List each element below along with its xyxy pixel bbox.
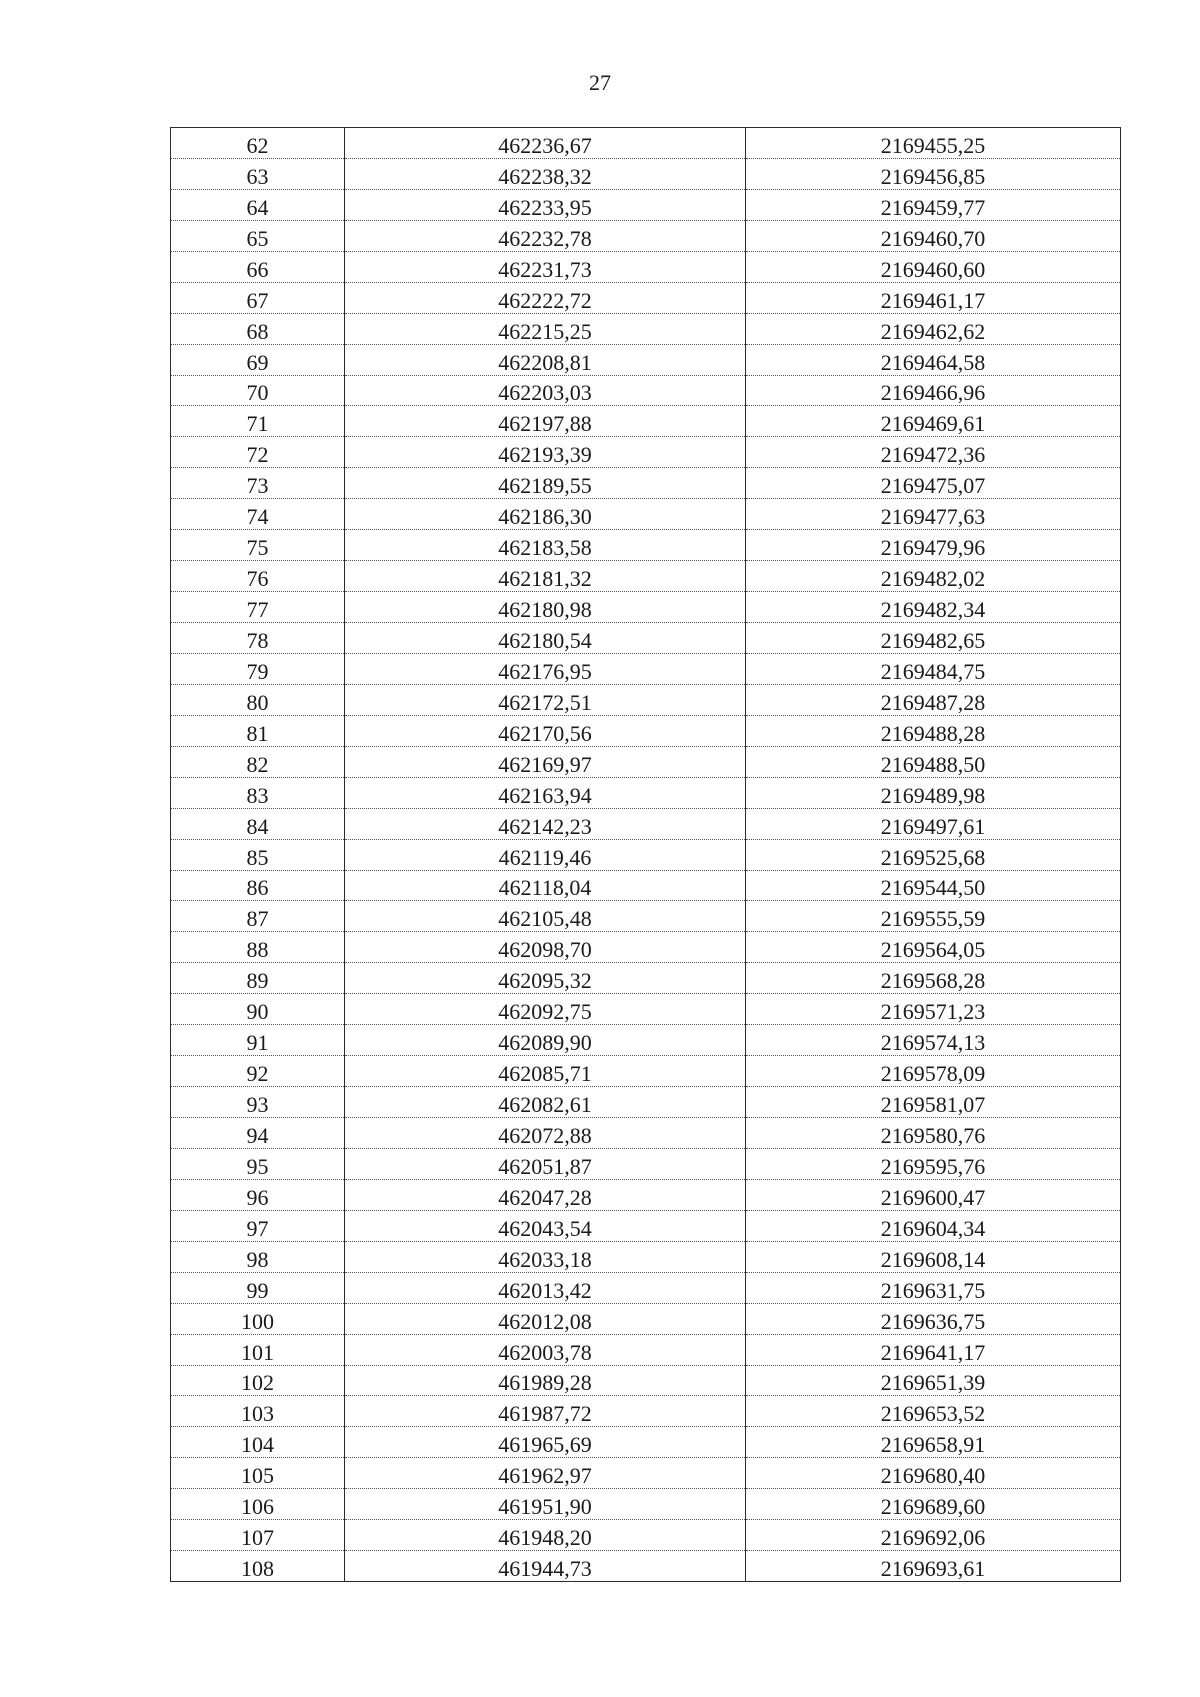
table-row xyxy=(171,1025,1121,1056)
y-coordinate-cell: 2169479,96 xyxy=(746,530,1121,561)
point-number-cell: 89 xyxy=(171,963,345,994)
point-number-cell: 97 xyxy=(171,1210,345,1241)
point-number-cell: 85 xyxy=(171,839,345,870)
table-row xyxy=(171,1241,1121,1272)
point-number-cell: 74 xyxy=(171,499,345,530)
point-number-cell: 88 xyxy=(171,932,345,963)
point-number-cell: 71 xyxy=(171,406,345,437)
x-coordinate-cell: 462095,32 xyxy=(345,963,746,994)
table-row xyxy=(171,1551,1121,1582)
point-number-cell: 67 xyxy=(171,282,345,313)
table-row xyxy=(171,1458,1121,1489)
y-coordinate-cell: 2169693,61 xyxy=(746,1551,1121,1582)
x-coordinate-cell: 462208,81 xyxy=(345,344,746,375)
table-row xyxy=(171,437,1121,468)
point-number-cell: 73 xyxy=(171,468,345,499)
y-coordinate-cell: 2169456,85 xyxy=(746,158,1121,189)
y-coordinate-cell: 2169604,34 xyxy=(746,1210,1121,1241)
x-coordinate-cell: 462238,32 xyxy=(345,158,746,189)
table-row xyxy=(171,746,1121,777)
point-number-cell: 62 xyxy=(171,128,345,159)
point-number-cell: 84 xyxy=(171,808,345,839)
y-coordinate-cell: 2169487,28 xyxy=(746,684,1121,715)
y-coordinate-cell: 2169574,13 xyxy=(746,1025,1121,1056)
point-number-cell: 64 xyxy=(171,189,345,220)
point-number-cell: 83 xyxy=(171,777,345,808)
x-coordinate-cell: 462232,78 xyxy=(345,220,746,251)
table-row xyxy=(171,1303,1121,1334)
point-number-cell: 82 xyxy=(171,746,345,777)
table-row xyxy=(171,1056,1121,1087)
table-row xyxy=(171,1334,1121,1365)
table-row xyxy=(171,777,1121,808)
x-coordinate-cell: 462072,88 xyxy=(345,1118,746,1149)
x-coordinate-cell: 462189,55 xyxy=(345,468,746,499)
point-number-cell: 101 xyxy=(171,1334,345,1365)
table-row xyxy=(171,530,1121,561)
x-coordinate-cell: 462233,95 xyxy=(345,189,746,220)
x-coordinate-cell: 462033,18 xyxy=(345,1241,746,1272)
x-coordinate-cell: 462180,54 xyxy=(345,623,746,654)
table-row xyxy=(171,313,1121,344)
y-coordinate-cell: 2169462,62 xyxy=(746,313,1121,344)
table-row xyxy=(171,1148,1121,1179)
y-coordinate-cell: 2169608,14 xyxy=(746,1241,1121,1272)
x-coordinate-cell: 462092,75 xyxy=(345,994,746,1025)
x-coordinate-cell: 461951,90 xyxy=(345,1489,746,1520)
y-coordinate-cell: 2169484,75 xyxy=(746,653,1121,684)
point-number-cell: 75 xyxy=(171,530,345,561)
table-row xyxy=(171,715,1121,746)
point-number-cell: 102 xyxy=(171,1365,345,1396)
y-coordinate-cell: 2169653,52 xyxy=(746,1396,1121,1427)
table-row xyxy=(171,994,1121,1025)
table-row xyxy=(171,128,1121,159)
x-coordinate-cell: 462163,94 xyxy=(345,777,746,808)
point-number-cell: 108 xyxy=(171,1551,345,1582)
x-coordinate-cell: 462142,23 xyxy=(345,808,746,839)
point-number-cell: 94 xyxy=(171,1118,345,1149)
point-number-cell: 78 xyxy=(171,623,345,654)
x-coordinate-cell: 462193,39 xyxy=(345,437,746,468)
y-coordinate-cell: 2169658,91 xyxy=(746,1427,1121,1458)
x-coordinate-cell: 462181,32 xyxy=(345,561,746,592)
table-row xyxy=(171,499,1121,530)
y-coordinate-cell: 2169459,77 xyxy=(746,189,1121,220)
x-coordinate-cell: 462012,08 xyxy=(345,1303,746,1334)
y-coordinate-cell: 2169489,98 xyxy=(746,777,1121,808)
y-coordinate-cell: 2169578,09 xyxy=(746,1056,1121,1087)
table-row xyxy=(171,561,1121,592)
x-coordinate-cell: 461962,97 xyxy=(345,1458,746,1489)
y-coordinate-cell: 2169580,76 xyxy=(746,1118,1121,1149)
x-coordinate-cell: 462180,98 xyxy=(345,592,746,623)
point-number-cell: 80 xyxy=(171,684,345,715)
x-coordinate-cell: 462119,46 xyxy=(345,839,746,870)
y-coordinate-cell: 2169641,17 xyxy=(746,1334,1121,1365)
x-coordinate-cell: 461944,73 xyxy=(345,1551,746,1582)
x-coordinate-cell: 462118,04 xyxy=(345,870,746,901)
table-row xyxy=(171,251,1121,282)
y-coordinate-cell: 2169571,23 xyxy=(746,994,1121,1025)
y-coordinate-cell: 2169475,07 xyxy=(746,468,1121,499)
point-number-cell: 104 xyxy=(171,1427,345,1458)
table-row xyxy=(171,1087,1121,1118)
x-coordinate-cell: 462047,28 xyxy=(345,1179,746,1210)
x-coordinate-cell: 462176,95 xyxy=(345,653,746,684)
point-number-cell: 93 xyxy=(171,1087,345,1118)
x-coordinate-cell: 462013,42 xyxy=(345,1272,746,1303)
point-number-cell: 81 xyxy=(171,715,345,746)
y-coordinate-cell: 2169460,60 xyxy=(746,251,1121,282)
point-number-cell: 66 xyxy=(171,251,345,282)
x-coordinate-cell: 462169,97 xyxy=(345,746,746,777)
point-number-cell: 65 xyxy=(171,220,345,251)
point-number-cell: 98 xyxy=(171,1241,345,1272)
table-row xyxy=(171,684,1121,715)
table-row xyxy=(171,282,1121,313)
y-coordinate-cell: 2169455,25 xyxy=(746,128,1121,159)
point-number-cell: 107 xyxy=(171,1520,345,1551)
coordinates-table-body xyxy=(171,128,1121,1582)
point-number-cell: 92 xyxy=(171,1056,345,1087)
y-coordinate-cell: 2169600,47 xyxy=(746,1179,1121,1210)
table-row xyxy=(171,653,1121,684)
table-row xyxy=(171,344,1121,375)
x-coordinate-cell: 462183,58 xyxy=(345,530,746,561)
y-coordinate-cell: 2169525,68 xyxy=(746,839,1121,870)
y-coordinate-cell: 2169482,65 xyxy=(746,623,1121,654)
table-row xyxy=(171,901,1121,932)
x-coordinate-cell: 462003,78 xyxy=(345,1334,746,1365)
point-number-cell: 72 xyxy=(171,437,345,468)
table-row xyxy=(171,932,1121,963)
x-coordinate-cell: 462085,71 xyxy=(345,1056,746,1087)
x-coordinate-cell: 462215,25 xyxy=(345,313,746,344)
point-number-cell: 87 xyxy=(171,901,345,932)
table-row xyxy=(171,1210,1121,1241)
y-coordinate-cell: 2169692,06 xyxy=(746,1520,1121,1551)
y-coordinate-cell: 2169460,70 xyxy=(746,220,1121,251)
point-number-cell: 69 xyxy=(171,344,345,375)
point-number-cell: 77 xyxy=(171,592,345,623)
y-coordinate-cell: 2169568,28 xyxy=(746,963,1121,994)
x-coordinate-cell: 462089,90 xyxy=(345,1025,746,1056)
y-coordinate-cell: 2169482,02 xyxy=(746,561,1121,592)
y-coordinate-cell: 2169472,36 xyxy=(746,437,1121,468)
x-coordinate-cell: 462043,54 xyxy=(345,1210,746,1241)
point-number-cell: 76 xyxy=(171,561,345,592)
table-row xyxy=(171,1520,1121,1551)
x-coordinate-cell: 462051,87 xyxy=(345,1148,746,1179)
table-row xyxy=(171,1489,1121,1520)
y-coordinate-cell: 2169469,61 xyxy=(746,406,1121,437)
table-row xyxy=(171,406,1121,437)
x-coordinate-cell: 462082,61 xyxy=(345,1087,746,1118)
point-number-cell: 70 xyxy=(171,375,345,406)
table-row xyxy=(171,220,1121,251)
y-coordinate-cell: 2169497,61 xyxy=(746,808,1121,839)
table-row xyxy=(171,375,1121,406)
table-row xyxy=(171,1396,1121,1427)
y-coordinate-cell: 2169564,05 xyxy=(746,932,1121,963)
point-number-cell: 68 xyxy=(171,313,345,344)
x-coordinate-cell: 462170,56 xyxy=(345,715,746,746)
y-coordinate-cell: 2169488,28 xyxy=(746,715,1121,746)
y-coordinate-cell: 2169461,17 xyxy=(746,282,1121,313)
x-coordinate-cell: 461989,28 xyxy=(345,1365,746,1396)
x-coordinate-cell: 462203,03 xyxy=(345,375,746,406)
y-coordinate-cell: 2169680,40 xyxy=(746,1458,1121,1489)
y-coordinate-cell: 2169581,07 xyxy=(746,1087,1121,1118)
x-coordinate-cell: 462236,67 xyxy=(345,128,746,159)
x-coordinate-cell: 462172,51 xyxy=(345,684,746,715)
table-row xyxy=(171,158,1121,189)
table-row xyxy=(171,468,1121,499)
table-row xyxy=(171,839,1121,870)
y-coordinate-cell: 2169477,63 xyxy=(746,499,1121,530)
point-number-cell: 90 xyxy=(171,994,345,1025)
table-row xyxy=(171,808,1121,839)
coordinates-table xyxy=(170,127,1121,1582)
y-coordinate-cell: 2169631,75 xyxy=(746,1272,1121,1303)
point-number-cell: 96 xyxy=(171,1179,345,1210)
point-number-cell: 79 xyxy=(171,653,345,684)
y-coordinate-cell: 2169482,34 xyxy=(746,592,1121,623)
x-coordinate-cell: 462231,73 xyxy=(345,251,746,282)
table-row xyxy=(171,1272,1121,1303)
x-coordinate-cell: 462105,48 xyxy=(345,901,746,932)
y-coordinate-cell: 2169689,60 xyxy=(746,1489,1121,1520)
point-number-cell: 86 xyxy=(171,870,345,901)
page-number: 27 xyxy=(589,70,611,95)
point-number-cell: 99 xyxy=(171,1272,345,1303)
point-number-cell: 103 xyxy=(171,1396,345,1427)
y-coordinate-cell: 2169488,50 xyxy=(746,746,1121,777)
y-coordinate-cell: 2169466,96 xyxy=(746,375,1121,406)
y-coordinate-cell: 2169464,58 xyxy=(746,344,1121,375)
point-number-cell: 91 xyxy=(171,1025,345,1056)
x-coordinate-cell: 462222,72 xyxy=(345,282,746,313)
point-number-cell: 106 xyxy=(171,1489,345,1520)
point-number-cell: 105 xyxy=(171,1458,345,1489)
table-row xyxy=(171,1365,1121,1396)
table-row xyxy=(171,1179,1121,1210)
table-row xyxy=(171,1427,1121,1458)
x-coordinate-cell: 462186,30 xyxy=(345,499,746,530)
point-number-cell: 100 xyxy=(171,1303,345,1334)
table-row xyxy=(171,870,1121,901)
table-row xyxy=(171,963,1121,994)
x-coordinate-cell: 461948,20 xyxy=(345,1520,746,1551)
table-row xyxy=(171,1118,1121,1149)
table-row xyxy=(171,189,1121,220)
x-coordinate-cell: 461987,72 xyxy=(345,1396,746,1427)
table-row xyxy=(171,592,1121,623)
y-coordinate-cell: 2169555,59 xyxy=(746,901,1121,932)
y-coordinate-cell: 2169651,39 xyxy=(746,1365,1121,1396)
y-coordinate-cell: 2169595,76 xyxy=(746,1148,1121,1179)
y-coordinate-cell: 2169544,50 xyxy=(746,870,1121,901)
x-coordinate-cell: 461965,69 xyxy=(345,1427,746,1458)
y-coordinate-cell: 2169636,75 xyxy=(746,1303,1121,1334)
x-coordinate-cell: 462098,70 xyxy=(345,932,746,963)
table-row xyxy=(171,623,1121,654)
point-number-cell: 63 xyxy=(171,158,345,189)
point-number-cell: 95 xyxy=(171,1148,345,1179)
x-coordinate-cell: 462197,88 xyxy=(345,406,746,437)
